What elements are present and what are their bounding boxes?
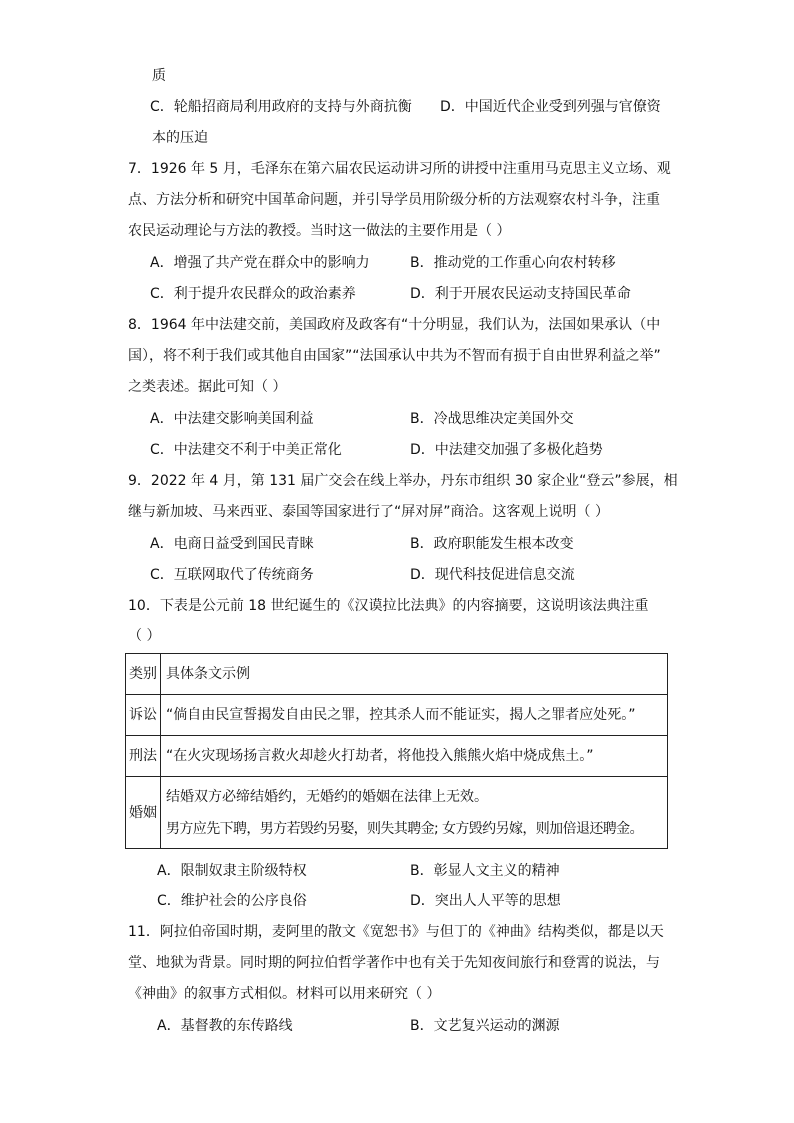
table-header-cell: 具体条文示例 bbox=[161, 654, 668, 695]
table-category-cell: 婚姻 bbox=[126, 777, 161, 849]
table-text-line: 结婚双方必缔结婚约，无婚约的婚姻在法律上无效。 bbox=[166, 788, 488, 805]
q7-option-c: C．利于提升农民群众的政治素养 bbox=[150, 286, 356, 302]
law-table bbox=[125, 653, 668, 849]
q9-option-c: C．互联网取代了传统商务 bbox=[150, 567, 314, 583]
question-9-stem: 9．2022 年 4 月，第 131 届广交会在线上举办，丹东市组织 30 家企业“登云”参展，相 bbox=[128, 473, 678, 489]
table-header-cell: 类别 bbox=[126, 654, 161, 695]
q9-option-b: B．政府职能发生根本改变 bbox=[410, 536, 574, 552]
table-row bbox=[126, 695, 668, 736]
q8-option-b: B．冷战思维决定美国外交 bbox=[410, 411, 574, 427]
q10-option-b: B．彰显人文主义的精神 bbox=[410, 863, 560, 879]
question-7-stem: 农民运动理论与方法的教授。当时这一做法的主要作用是（ ） bbox=[128, 223, 511, 239]
q9-option-d: D．现代科技促进信息交流 bbox=[410, 567, 575, 583]
text-line: 质 bbox=[152, 68, 166, 84]
q7-option-d: D．利于开展农民运动支持国民革命 bbox=[410, 286, 631, 302]
table-text-cell bbox=[161, 777, 668, 849]
q7-option-b: B．推动党的工作重心向农村转移 bbox=[410, 255, 616, 271]
table-row bbox=[126, 777, 668, 849]
q10-option-a: A．限制奴隶主阶级特权 bbox=[157, 863, 307, 879]
question-11-stem: 堂、地狱为背景。同时期的阿拉伯哲学著作中也有关于先知夜间旅行和登霄的说法，与 bbox=[128, 955, 660, 971]
q11-option-a: A．基督教的东传路线 bbox=[157, 1018, 293, 1034]
table-row bbox=[126, 736, 668, 777]
q8-option-d: D．中法建交加强了多极化趋势 bbox=[410, 442, 603, 458]
q8-option-a: A．中法建交影响美国利益 bbox=[150, 411, 314, 427]
question-9-stem: 继与新加坡、马来西亚、泰国等国家进行了“屏对屏”商洽。这客观上说明（ ） bbox=[128, 504, 609, 520]
question-7-stem: 7．1926 年 5 月，毛泽东在第六届农民运动讲习所的讲授中注重用马克思主义立场、观 bbox=[128, 161, 671, 177]
question-8-stem: 8．1964 年中法建交前，美国政府及政客有“十分明显，我们认为，法国如果承认（中 bbox=[128, 317, 661, 333]
table-category-cell: 刑法 bbox=[126, 736, 161, 777]
text-line: 本的压迫 bbox=[152, 130, 208, 146]
q10-option-d: D．突出人人平等的思想 bbox=[410, 893, 561, 909]
question-10-stem: 10．下表是公元前 18 世纪诞生的《汉谟拉比法典》的内容摘要，这说明该法典注重 bbox=[128, 598, 649, 614]
table-header-row bbox=[126, 654, 668, 695]
q11-option-b: B．文艺复兴运动的渊源 bbox=[410, 1018, 560, 1034]
q7-option-a: A．增强了共产党在群众中的影响力 bbox=[150, 255, 370, 271]
q10-option-c: C．维护社会的公序良俗 bbox=[157, 893, 307, 909]
table-text-cell: “在火灾现场扬言救火却趁火打劫者，将他投入熊熊火焰中烧成焦土。” bbox=[161, 736, 668, 777]
table-text-cell: “倘自由民宣誓揭发自由民之罪，控其杀人而不能证实，揭人之罪者应处死。” bbox=[161, 695, 668, 736]
q6-option-c: C．轮船招商局利用政府的支持与外商抗衡 bbox=[150, 99, 412, 115]
question-10-stem: （ ） bbox=[128, 628, 161, 644]
table-category-cell: 诉讼 bbox=[126, 695, 161, 736]
question-8-stem: 之类表述。据此可知（ ） bbox=[128, 379, 287, 395]
question-11-stem: 11．阿拉伯帝国时期，麦阿里的散文《宽恕书》与但丁的《神曲》结构类似，都是以天 bbox=[128, 924, 664, 940]
q9-option-a: A．电商日益受到国民青睐 bbox=[150, 536, 314, 552]
q6-option-d: D．中国近代企业受到列强与官僚资 bbox=[440, 99, 661, 115]
q8-option-c: C．中法建交不利于中美正常化 bbox=[150, 442, 342, 458]
question-8-stem: 国），将不利于我们或其他自由国家”“法国承认中共为不智而有损于自由世界利益之举” bbox=[128, 348, 661, 364]
question-11-stem: 《神曲》的叙事方式相似。材料可以用来研究（ ） bbox=[128, 986, 441, 1002]
question-7-stem: 点、方法分析和研究中国革命问题，并引导学员用阶级分析的方法观察农村斗争，注重 bbox=[128, 192, 660, 208]
table-text-line: 男方应先下聘，男方若毁约另娶，则失其聘金; 女方毁约另嫁，则加倍退还聘金。 bbox=[166, 820, 643, 837]
